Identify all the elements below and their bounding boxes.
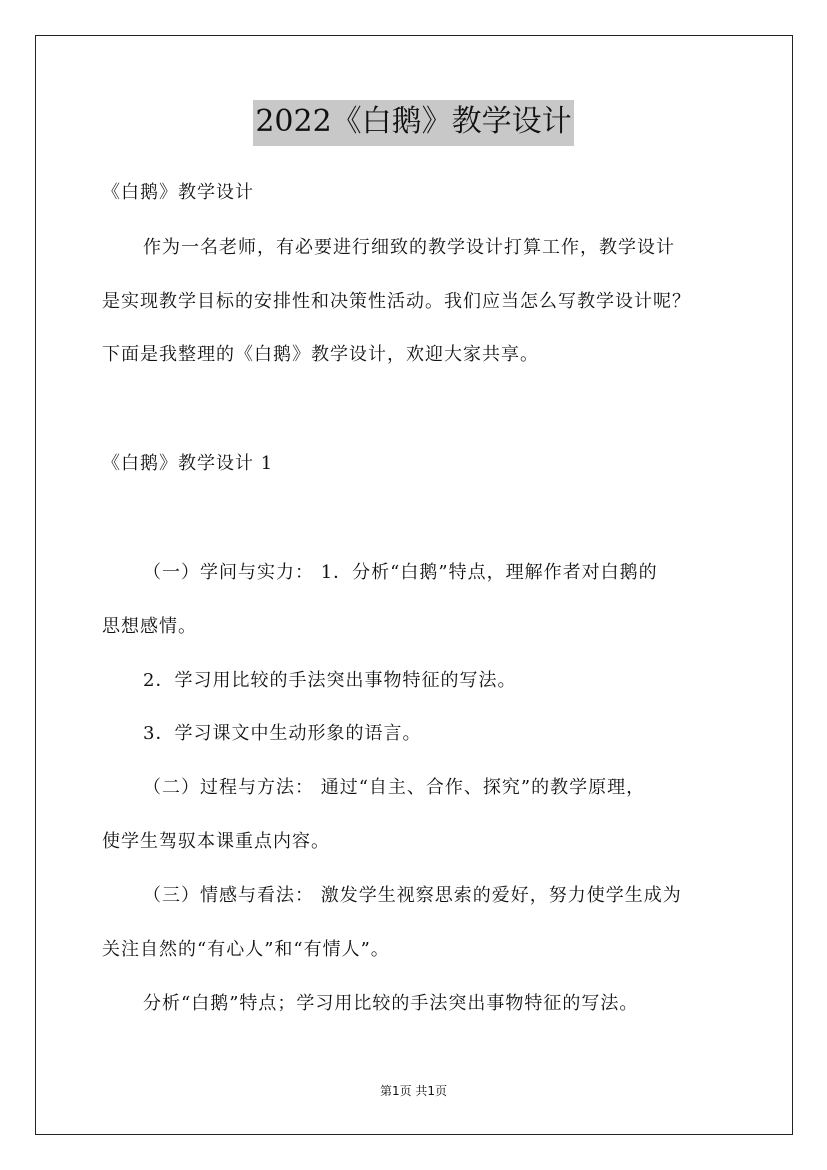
document-subtitle: 《白鹅》教学设计 bbox=[102, 182, 254, 203]
title-wrapper bbox=[0, 100, 827, 146]
intro-line-2: 是实现教学目标的安排性和决策性活动。我们应当怎么写教学设计呢？ bbox=[102, 291, 691, 312]
goal-emotion-line-2: 关注自然的“有心人”和“有情人”。 bbox=[102, 939, 390, 960]
intro-line-1: 作为一名老师，有必要进行细致的教学设计打算工作，教学设计 bbox=[143, 237, 675, 258]
goal-emotion-line-1: （三）情感与看法： 激发学生视察思索的爱好，努力使学生成为 bbox=[143, 885, 682, 906]
goal-knowledge-line-2: 思想感情。 bbox=[102, 616, 197, 637]
page-footer: 第1页 共1页 bbox=[379, 1084, 448, 1098]
goal-process-line-1: （二）过程与方法： 通过“自主、合作、探究”的教学原理， bbox=[143, 777, 646, 798]
section-heading: 《白鹅》教学设计 1 bbox=[102, 453, 274, 474]
goal-knowledge-line-1: （一）学问与实力： 1．分析“白鹅”特点，理解作者对白鹅的 bbox=[143, 562, 658, 583]
goal-knowledge-item-2: 2．学习用比较的手法突出事物特征的写法。 bbox=[143, 670, 517, 691]
document-title: 2022《白鹅》教学设计 bbox=[253, 100, 573, 146]
goal-knowledge-item-3: 3．学习课文中生动形象的语言。 bbox=[143, 723, 422, 744]
goal-process-line-2: 使学生驾驭本课重点内容。 bbox=[102, 831, 330, 852]
intro-line-3: 下面是我整理的《白鹅》教学设计，欢迎大家共享。 bbox=[102, 344, 539, 365]
key-points-line: 分析“白鹅”特点；学习用比较的手法突出事物特征的写法。 bbox=[143, 993, 639, 1014]
